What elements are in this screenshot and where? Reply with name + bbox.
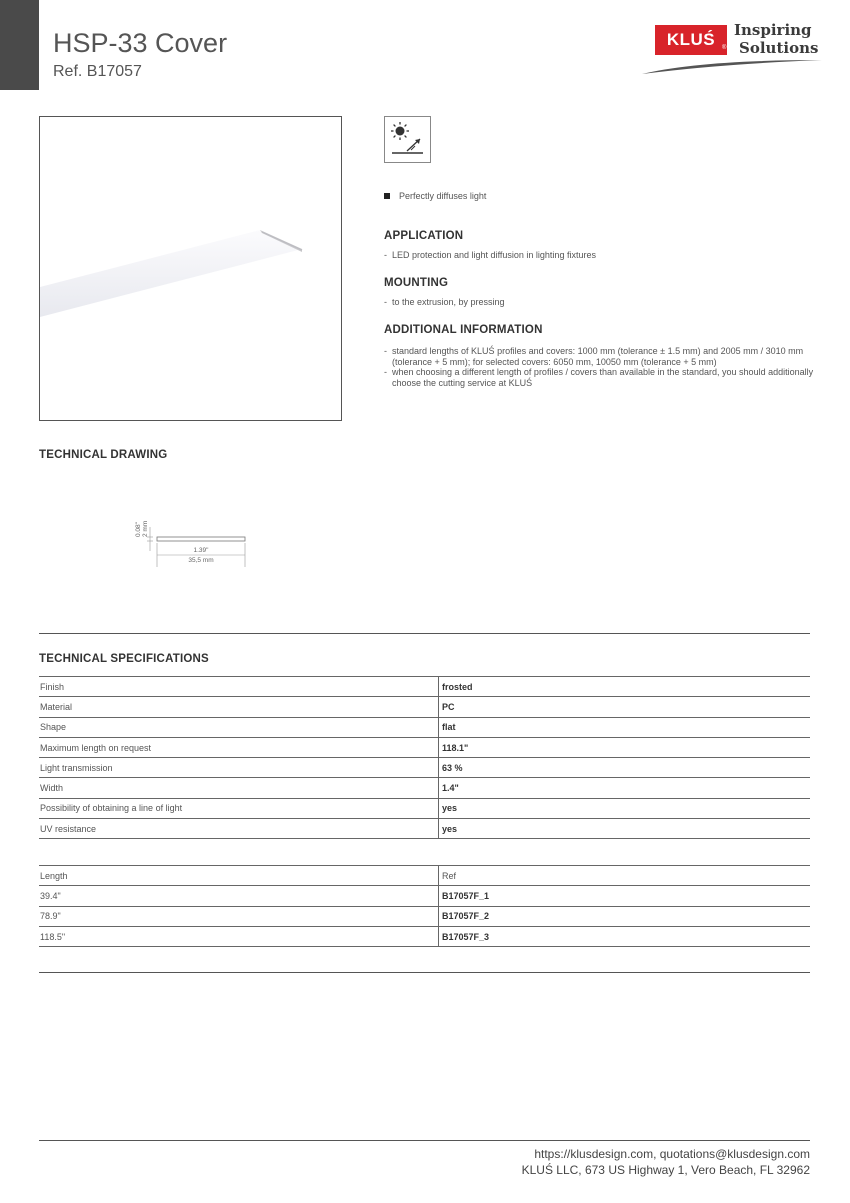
spec-value: flat (439, 717, 811, 737)
light-diffusion-icon (385, 117, 430, 162)
divider (39, 633, 810, 634)
table-row (39, 886, 810, 906)
logo-brand: KLUŚ (655, 25, 727, 55)
divider (39, 972, 810, 973)
klus-logo (640, 18, 820, 78)
spec-value: frosted (439, 677, 811, 697)
footer-contact: https://klusdesign.com, quotations@klusdesign.com (534, 1147, 810, 1161)
table-row (39, 677, 810, 697)
profile-section (157, 537, 245, 541)
length-value: 39.4" (39, 886, 439, 906)
footer-address: KLUŚ LLC, 673 US Highway 1, Vero Beach, FL 32962 (521, 1163, 810, 1177)
spec-value: 1.4" (439, 778, 811, 798)
product-image (39, 116, 342, 421)
additional-list (384, 346, 816, 388)
table-row (39, 906, 810, 926)
length-value: 78.9" (39, 906, 439, 926)
spec-value: yes (439, 798, 811, 818)
table-row (39, 737, 810, 757)
spec-value: yes (439, 819, 811, 839)
additional-item: - when choosing a different length of profiles / covers than available in the standard, you should additionally choose the cutting service at KLUŚ (384, 367, 816, 388)
table-header-row (39, 866, 810, 886)
spec-label: Shape (39, 717, 439, 737)
column-header-length: Length (39, 866, 439, 886)
spec-label: Possibility of obtaining a line of light (39, 798, 439, 818)
application-list (384, 250, 814, 261)
ref-value: B17057F_1 (439, 886, 811, 906)
table-row (39, 697, 810, 717)
application-heading: APPLICATION (384, 230, 464, 242)
spec-value: PC (439, 697, 811, 717)
spec-label: Maximum length on request (39, 737, 439, 757)
bullet-square-icon (384, 193, 390, 199)
spec-value: 63 % (439, 758, 811, 778)
table-row (39, 717, 810, 737)
cover-strip-image (40, 117, 342, 421)
technical-drawing-heading: TECHNICAL DRAWING (39, 449, 168, 461)
specifications-table (39, 676, 810, 839)
mounting-list (384, 297, 814, 308)
table-row (39, 778, 810, 798)
table-row (39, 758, 810, 778)
side-tab (0, 0, 39, 90)
table-row (39, 926, 810, 946)
width-in-label: 1.39" (193, 547, 209, 554)
additional-heading: ADDITIONAL INFORMATION (384, 324, 543, 336)
spec-label: Material (39, 697, 439, 717)
additional-item: - standard lengths of KLUŚ profiles and covers: 1000 mm (tolerance ± 1.5 mm) and 2005 mm / 3010 mm (tolerance + 5 mm); for selected covers: 6050 mm, 10050 mm (tolerance + 5 mm) (384, 346, 816, 367)
feature-label: Perfectly diffuses light (399, 191, 487, 201)
feature-item (384, 191, 486, 201)
logo-tagline-2: Solutions (739, 39, 819, 57)
column-header-ref: Ref (439, 866, 811, 886)
mounting-heading: MOUNTING (384, 277, 449, 289)
product-ref: Ref. B17057 (53, 63, 142, 80)
lengths-table (39, 865, 810, 947)
application-item: - LED protection and light diffusion in lighting fixtures (384, 250, 814, 261)
spec-label: UV resistance (39, 819, 439, 839)
height-in-label: 0.08" (135, 522, 142, 537)
page-title: HSP-33 Cover (53, 28, 228, 58)
ref-value: B17057F_2 (439, 906, 811, 926)
specifications-heading: TECHNICAL SPECIFICATIONS (39, 653, 209, 665)
spec-label: Finish (39, 677, 439, 697)
logo-swoosh (640, 54, 825, 78)
mounting-item: - to the extrusion, by pressing (384, 297, 814, 308)
light-diffusion-icon-box (384, 116, 431, 163)
logo-reg-mark: ® (722, 45, 727, 51)
ref-value: B17057F_3 (439, 926, 811, 946)
spec-value: 118.1" (439, 737, 811, 757)
logo-tagline-1: Inspiring (734, 21, 812, 39)
height-mm-label: 2 mm (142, 520, 149, 537)
length-value: 118.5" (39, 926, 439, 946)
footer-divider (39, 1140, 810, 1141)
technical-drawing (120, 505, 255, 575)
spec-label: Light transmission (39, 758, 439, 778)
width-mm-label: 35,5 mm (188, 557, 214, 564)
table-row (39, 798, 810, 818)
table-row (39, 819, 810, 839)
spec-label: Width (39, 778, 439, 798)
